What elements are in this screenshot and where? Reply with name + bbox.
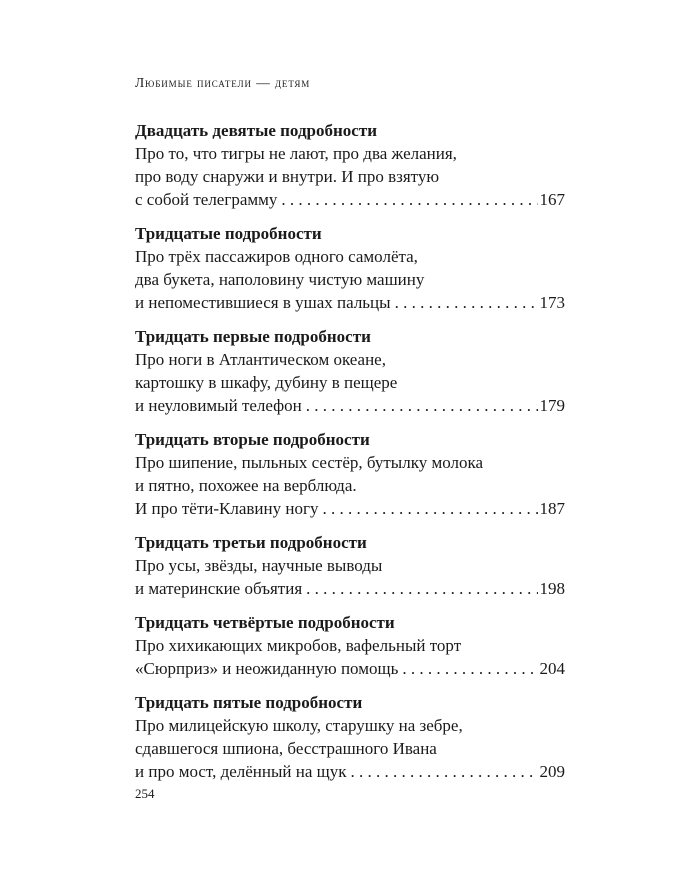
page-number: 167 xyxy=(539,190,565,209)
folio-page-number: 254 xyxy=(135,786,155,801)
toc-entry xyxy=(135,429,565,520)
entry-description-line: и про мост, делённый на щук xyxy=(135,762,347,781)
toc-entry xyxy=(135,692,565,783)
page-number: 187 xyxy=(539,499,565,518)
entry-last-line xyxy=(135,657,565,680)
entry-title: Тридцатые подробности xyxy=(135,224,322,243)
table-of-contents xyxy=(135,120,565,795)
entry-last-line xyxy=(135,394,565,417)
entry-description-line: Про усы, звёзды, научные выводы xyxy=(135,556,383,575)
entry-description-line: и неуловимый телефон xyxy=(135,396,302,415)
entry-description-line: Про шипение, пыльных сестёр, бутылку молока xyxy=(135,453,484,472)
entry-last-line xyxy=(135,577,565,600)
dot-leader xyxy=(347,760,538,783)
entry-description-line: «Сюрприз» и неожиданную помощь xyxy=(135,659,399,678)
entry-description-line: с собой телеграмму xyxy=(135,190,278,209)
page-number: 209 xyxy=(539,762,565,781)
entry-title: Двадцать девятые подробности xyxy=(135,121,377,140)
entry-description-line: про воду снаружи и внутри. И про взятую xyxy=(135,167,440,186)
entry-last-line xyxy=(135,291,565,314)
dot-leader xyxy=(277,188,537,211)
entry-title: Тридцать вторые подробности xyxy=(135,430,370,449)
entry-description-line: И про тёти-Клавину ногу xyxy=(135,499,319,518)
entry-description-line: и пятно, похожее на верблюда. xyxy=(135,476,357,495)
entry-last-line xyxy=(135,497,565,520)
toc-entry xyxy=(135,532,565,600)
entry-description-line: картошку в шкафу, дубину в пещере xyxy=(135,373,398,392)
dot-leader xyxy=(302,394,538,417)
page-number: 179 xyxy=(539,396,565,415)
entry-description-line: и непоместившиеся в ушах пальцы xyxy=(135,293,391,312)
page-number: 204 xyxy=(539,659,565,678)
entry-description-line: Про хихикающих микробов, вафельный торт xyxy=(135,636,462,655)
entry-title: Тридцать первые подробности xyxy=(135,327,371,346)
dot-leader xyxy=(391,291,538,314)
entry-title: Тридцать пятые подробности xyxy=(135,693,363,712)
toc-entry xyxy=(135,612,565,680)
running-head: Любимые писатели — детям xyxy=(135,75,311,90)
toc-entry xyxy=(135,223,565,314)
entry-last-line xyxy=(135,760,565,783)
dot-leader xyxy=(398,657,537,680)
page-number: 173 xyxy=(539,293,565,312)
entry-title: Тридцать четвёртые подробности xyxy=(135,613,395,632)
entry-description-line: Про ноги в Атлантическом океане, xyxy=(135,350,386,369)
entry-description-line: два букета, наполовину чистую машину xyxy=(135,270,425,289)
entry-description-line: Про трёх пассажиров одного самолёта, xyxy=(135,247,418,266)
entry-description-line: Про милицейскую школу, старушку на зебре, xyxy=(135,716,463,735)
entry-last-line xyxy=(135,188,565,211)
entry-description-line: и материнские объятия xyxy=(135,579,303,598)
entry-description-line: сдавшегося шпиона, бесстрашного Ивана xyxy=(135,739,437,758)
entry-title: Тридцать третьи подробности xyxy=(135,533,367,552)
page-number: 198 xyxy=(539,579,565,598)
toc-entry xyxy=(135,120,565,211)
dot-leader xyxy=(302,577,537,600)
entry-description-line: Про то, что тигры не лают, про два желания, xyxy=(135,144,457,163)
dot-leader xyxy=(318,497,537,520)
toc-entry xyxy=(135,326,565,417)
